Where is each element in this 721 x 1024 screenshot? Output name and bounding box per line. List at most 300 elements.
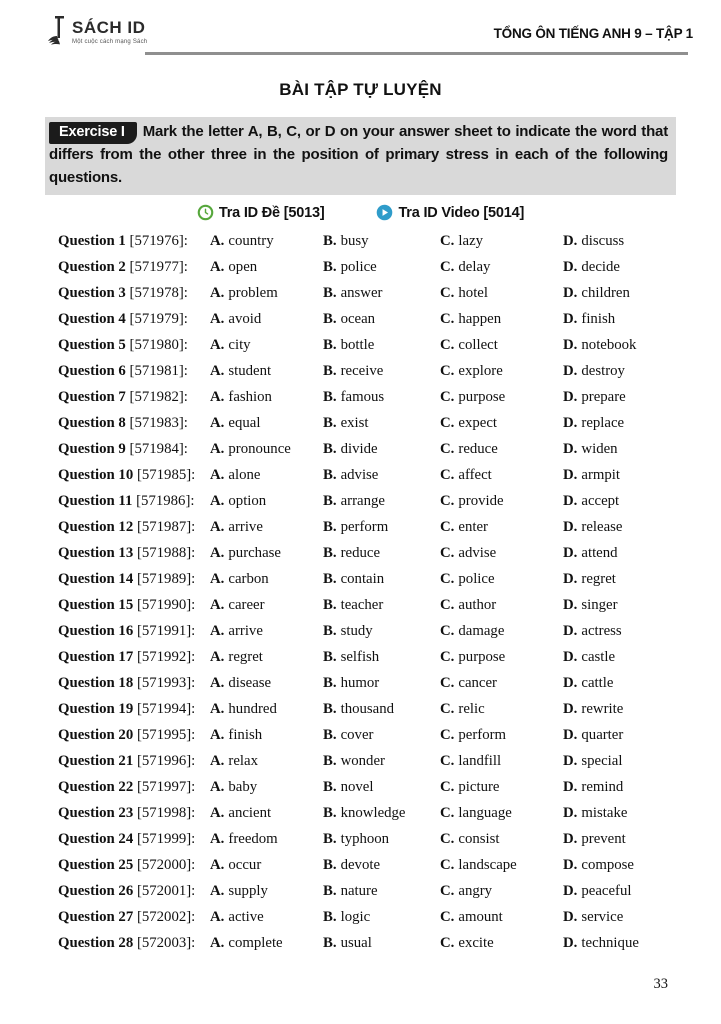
option-c [440, 540, 563, 566]
option-d [563, 592, 676, 618]
header-divider [145, 52, 688, 55]
option-d-word: actress [581, 623, 622, 639]
option-a [210, 306, 323, 332]
option-a-word: finish [228, 727, 263, 743]
question-code: [571997]: [136, 779, 196, 795]
option-b [323, 280, 440, 306]
question-row [58, 904, 676, 930]
option-c-letter: C. [440, 259, 455, 275]
option-b-word: advise [340, 467, 379, 483]
option-d-letter: D. [563, 337, 578, 353]
option-a [210, 358, 323, 384]
option-b-letter: B. [323, 363, 337, 379]
option-b [323, 228, 440, 254]
question-label: Question 8 [58, 415, 126, 431]
question-row [58, 514, 676, 540]
option-d-word: service [581, 909, 624, 925]
option-a [210, 852, 323, 878]
option-c [440, 904, 563, 930]
option-a-letter: A. [210, 545, 225, 561]
option-c-letter: C. [440, 727, 455, 743]
question-label: Question 2 [58, 259, 126, 275]
option-c-word: explore [458, 363, 503, 379]
option-c-word: cancer [458, 675, 497, 691]
option-c-word: hotel [458, 285, 488, 301]
option-d [563, 722, 676, 748]
option-d [563, 618, 676, 644]
tra-id-de-label: Tra ID Đề [5013] [218, 204, 325, 221]
option-c [440, 930, 563, 956]
question-code: [571983]: [129, 415, 188, 431]
option-c [440, 878, 563, 904]
option-c-word: provide [458, 493, 504, 509]
option-b [323, 566, 440, 592]
option-b-word: usual [340, 935, 372, 951]
option-b-letter: B. [323, 493, 337, 509]
option-b-word: cover [340, 727, 374, 743]
option-b-word: study [340, 623, 373, 639]
question-label-cell [58, 462, 210, 488]
option-d [563, 254, 676, 280]
option-d [563, 644, 676, 670]
option-a-letter: A. [210, 285, 225, 301]
question-row [58, 826, 676, 852]
question-label-cell [58, 696, 210, 722]
option-a [210, 280, 323, 306]
question-label: Question 3 [58, 285, 126, 301]
option-a-letter: A. [210, 493, 225, 509]
option-d [563, 358, 676, 384]
option-c [440, 748, 563, 774]
option-d-word: regret [581, 571, 616, 587]
option-b [323, 670, 440, 696]
option-d-letter: D. [563, 935, 578, 951]
option-d-letter: D. [563, 389, 578, 405]
option-d-letter: D. [563, 857, 578, 873]
option-c-word: happen [458, 311, 502, 327]
option-c [440, 228, 563, 254]
option-a-word: career [228, 597, 265, 613]
option-d-word: mistake [581, 805, 628, 821]
option-d [563, 852, 676, 878]
option-c-word: police [458, 571, 495, 587]
option-a [210, 826, 323, 852]
option-c [440, 436, 563, 462]
question-label: Question 16 [58, 623, 134, 639]
question-code: [571998]: [136, 805, 196, 821]
option-a-word: pronounce [228, 441, 291, 457]
option-b-word: bottle [340, 337, 375, 353]
exercise-badge: Exercise I [49, 122, 137, 144]
question-code: [572003]: [136, 935, 196, 951]
option-b-letter: B. [323, 415, 337, 431]
option-b [323, 384, 440, 410]
option-d-letter: D. [563, 805, 578, 821]
option-d-letter: D. [563, 649, 578, 665]
option-a-word: relax [228, 753, 258, 769]
option-d-letter: D. [563, 727, 578, 743]
option-d [563, 800, 676, 826]
option-a-letter: A. [210, 311, 225, 327]
option-d-letter: D. [563, 493, 578, 509]
question-code: [571994]: [136, 701, 196, 717]
option-b-letter: B. [323, 311, 337, 327]
option-c-letter: C. [440, 753, 455, 769]
option-a-letter: A. [210, 701, 225, 717]
option-c-word: delay [458, 259, 491, 275]
option-a-letter: A. [210, 363, 225, 379]
question-row [58, 644, 676, 670]
option-c-word: perform [458, 727, 507, 743]
option-d [563, 540, 676, 566]
option-b [323, 696, 440, 722]
option-a-word: problem [228, 285, 278, 301]
option-b [323, 618, 440, 644]
option-a-letter: A. [210, 805, 225, 821]
option-a [210, 566, 323, 592]
option-c-word: picture [458, 779, 500, 795]
option-d-word: rewrite [581, 701, 624, 717]
option-b [323, 332, 440, 358]
option-b [323, 722, 440, 748]
question-code: [571987]: [136, 519, 196, 535]
question-label-cell [58, 670, 210, 696]
option-c [440, 696, 563, 722]
question-row [58, 696, 676, 722]
option-d-letter: D. [563, 519, 578, 535]
option-c-letter: C. [440, 779, 455, 795]
option-d [563, 228, 676, 254]
option-b-letter: B. [323, 805, 337, 821]
question-label-cell [58, 280, 210, 306]
option-b-word: answer [340, 285, 383, 301]
option-b [323, 306, 440, 332]
question-code: [571980]: [129, 337, 188, 353]
option-d [563, 384, 676, 410]
question-code: [571991]: [136, 623, 196, 639]
option-b-letter: B. [323, 285, 337, 301]
option-d [563, 462, 676, 488]
question-label-cell [58, 852, 210, 878]
option-a [210, 670, 323, 696]
question-label: Question 26 [58, 883, 134, 899]
option-c-letter: C. [440, 909, 455, 925]
option-c-letter: C. [440, 311, 455, 327]
option-d-letter: D. [563, 545, 578, 561]
option-d-word: prepare [581, 389, 626, 405]
option-a-word: occur [228, 857, 262, 873]
question-row [58, 800, 676, 826]
option-b-letter: B. [323, 389, 337, 405]
question-code: [572001]: [136, 883, 196, 899]
option-c-word: angry [458, 883, 493, 899]
option-d-letter: D. [563, 285, 578, 301]
sachid-logo [46, 14, 147, 46]
option-d-letter: D. [563, 259, 578, 275]
option-a-letter: A. [210, 935, 225, 951]
question-code: [571982]: [129, 389, 188, 405]
option-d-word: release [581, 519, 623, 535]
option-c [440, 644, 563, 670]
option-b [323, 930, 440, 956]
option-b-word: perform [340, 519, 389, 535]
option-d [563, 904, 676, 930]
option-c-word: affect [458, 467, 492, 483]
option-b-letter: B. [323, 883, 337, 899]
option-d-letter: D. [563, 883, 578, 899]
option-c-letter: C. [440, 883, 455, 899]
option-c [440, 488, 563, 514]
option-b-letter: B. [323, 597, 337, 613]
question-code: [571993]: [136, 675, 196, 691]
option-c-letter: C. [440, 389, 455, 405]
option-b [323, 904, 440, 930]
option-b-letter: B. [323, 701, 337, 717]
option-d [563, 514, 676, 540]
option-c-word: landfill [458, 753, 502, 769]
option-d-letter: D. [563, 571, 578, 587]
question-label: Question 21 [58, 753, 134, 769]
question-label-cell [58, 514, 210, 540]
option-b [323, 410, 440, 436]
option-c-letter: C. [440, 805, 455, 821]
option-a [210, 436, 323, 462]
option-b-letter: B. [323, 649, 337, 665]
option-d-word: quarter [581, 727, 624, 743]
question-code: [571996]: [136, 753, 196, 769]
option-a-word: supply [228, 883, 268, 899]
option-b-word: teacher [340, 597, 384, 613]
option-a [210, 930, 323, 956]
option-d-letter: D. [563, 233, 578, 249]
option-b [323, 358, 440, 384]
option-d-letter: D. [563, 831, 578, 847]
exercise-instruction-text: Mark the letter A, B, C, or D on your answer sheet to indicate the word that differs from the other three in the position of primary stress in each of the following questions. [49, 123, 668, 186]
option-a-word: country [228, 233, 274, 249]
option-d-letter: D. [563, 467, 578, 483]
option-d-word: finish [581, 311, 616, 327]
question-label: Question 10 [58, 467, 134, 483]
option-b [323, 748, 440, 774]
option-d-letter: D. [563, 909, 578, 925]
question-label: Question 12 [58, 519, 134, 535]
question-row [58, 566, 676, 592]
question-label-cell [58, 644, 210, 670]
option-a [210, 696, 323, 722]
question-code: [571976]: [129, 233, 188, 249]
option-c-word: consist [458, 831, 500, 847]
option-d [563, 436, 676, 462]
option-c [440, 358, 563, 384]
option-b-word: devote [340, 857, 381, 873]
question-row [58, 436, 676, 462]
option-d-letter: D. [563, 441, 578, 457]
page-title: BÀI TẬP TỰ LUYỆN [279, 80, 442, 99]
question-row [58, 618, 676, 644]
option-a-letter: A. [210, 519, 225, 535]
question-label: Question 27 [58, 909, 134, 925]
option-c-word: amount [458, 909, 503, 925]
question-row [58, 280, 676, 306]
option-b-letter: B. [323, 857, 337, 873]
question-code: [571990]: [136, 597, 196, 613]
option-a-word: equal [228, 415, 261, 431]
question-code: [572002]: [136, 909, 196, 925]
option-a-word: arrive [228, 519, 263, 535]
question-row [58, 722, 676, 748]
question-label-cell [58, 930, 210, 956]
option-d [563, 488, 676, 514]
option-a [210, 228, 323, 254]
option-a-letter: A. [210, 909, 225, 925]
question-label-cell [58, 618, 210, 644]
option-a-word: carbon [228, 571, 269, 587]
page-header [0, 0, 721, 58]
option-a [210, 878, 323, 904]
option-b [323, 254, 440, 280]
option-c-word: excite [458, 935, 494, 951]
option-c-letter: C. [440, 415, 455, 431]
option-a-letter: A. [210, 857, 225, 873]
option-b [323, 436, 440, 462]
option-b-word: exist [340, 415, 369, 431]
question-row [58, 332, 676, 358]
option-c [440, 774, 563, 800]
question-label-cell [58, 436, 210, 462]
option-b-word: humor [340, 675, 380, 691]
play-icon [376, 204, 393, 221]
question-row [58, 462, 676, 488]
option-d-letter: D. [563, 701, 578, 717]
option-b-word: receive [340, 363, 384, 379]
question-row [58, 592, 676, 618]
option-b-letter: B. [323, 909, 337, 925]
question-row [58, 878, 676, 904]
question-label-cell [58, 774, 210, 800]
option-c-letter: C. [440, 285, 455, 301]
option-c-word: collect [458, 337, 498, 353]
option-b-letter: B. [323, 623, 337, 639]
option-c [440, 670, 563, 696]
question-code: [571989]: [136, 571, 196, 587]
question-label-cell [58, 826, 210, 852]
option-b-letter: B. [323, 779, 337, 795]
option-d-word: technique [581, 935, 639, 951]
question-label: Question 24 [58, 831, 134, 847]
question-label-cell [58, 332, 210, 358]
option-b-word: knowledge [340, 805, 406, 821]
question-label: Question 13 [58, 545, 134, 561]
page-number: 33 [653, 976, 668, 992]
option-d [563, 670, 676, 696]
option-b-word: arrange [340, 493, 385, 509]
option-b-letter: B. [323, 545, 337, 561]
option-b [323, 878, 440, 904]
question-label: Question 20 [58, 727, 134, 743]
option-a [210, 540, 323, 566]
question-label: Question 11 [58, 493, 133, 509]
option-d [563, 930, 676, 956]
option-a [210, 410, 323, 436]
option-d-word: special [581, 753, 623, 769]
option-c [440, 826, 563, 852]
question-code: [571979]: [129, 311, 188, 327]
option-d [563, 566, 676, 592]
option-a-word: arrive [228, 623, 263, 639]
option-b-word: novel [340, 779, 374, 795]
option-c-letter: C. [440, 831, 455, 847]
question-label: Question 23 [58, 805, 134, 821]
option-a [210, 644, 323, 670]
tra-id-video-label: Tra ID Video [5014] [398, 204, 525, 221]
option-b-word: divide [340, 441, 378, 457]
question-label: Question 4 [58, 311, 126, 327]
option-a-word: option [228, 493, 267, 509]
option-d-word: widen [581, 441, 618, 457]
option-c-letter: C. [440, 441, 455, 457]
option-d [563, 826, 676, 852]
option-d-letter: D. [563, 779, 578, 795]
question-code: [571999]: [136, 831, 196, 847]
option-a-word: city [228, 337, 251, 353]
option-c-letter: C. [440, 545, 455, 561]
option-a-word: purchase [228, 545, 281, 561]
option-c-letter: C. [440, 467, 455, 483]
option-c [440, 800, 563, 826]
option-b-letter: B. [323, 467, 337, 483]
option-a-word: complete [228, 935, 283, 951]
question-code: [571977]: [129, 259, 188, 275]
option-d-word: castle [581, 649, 616, 665]
option-c-letter: C. [440, 363, 455, 379]
option-c [440, 566, 563, 592]
option-b-letter: B. [323, 519, 337, 535]
question-label-cell [58, 800, 210, 826]
option-c-letter: C. [440, 623, 455, 639]
question-label-cell [58, 358, 210, 384]
option-b [323, 514, 440, 540]
option-a-word: student [228, 363, 272, 379]
question-code: [572000]: [136, 857, 196, 873]
option-d-word: singer [581, 597, 618, 613]
option-d-word: cattle [581, 675, 614, 691]
option-b-word: contain [340, 571, 385, 587]
option-b-word: famous [340, 389, 385, 405]
question-label-cell [58, 722, 210, 748]
question-label: Question 18 [58, 675, 134, 691]
option-b-word: thousand [340, 701, 395, 717]
option-a [210, 800, 323, 826]
option-d-word: notebook [581, 337, 637, 353]
option-c-letter: C. [440, 701, 455, 717]
option-b [323, 800, 440, 826]
question-label: Question 19 [58, 701, 134, 717]
option-a-letter: A. [210, 779, 225, 795]
exercise-instruction-box [45, 117, 676, 195]
option-c [440, 852, 563, 878]
option-b-word: wonder [340, 753, 385, 769]
option-b-word: typhoon [340, 831, 390, 847]
question-code: [571981]: [129, 363, 188, 379]
tra-id-video-link [376, 204, 524, 221]
option-a-letter: A. [210, 623, 225, 639]
option-c-word: landscape [458, 857, 517, 873]
option-d-word: compose [581, 857, 634, 873]
option-c-letter: C. [440, 675, 455, 691]
option-c-letter: C. [440, 597, 455, 613]
option-c [440, 514, 563, 540]
question-label-cell [58, 228, 210, 254]
